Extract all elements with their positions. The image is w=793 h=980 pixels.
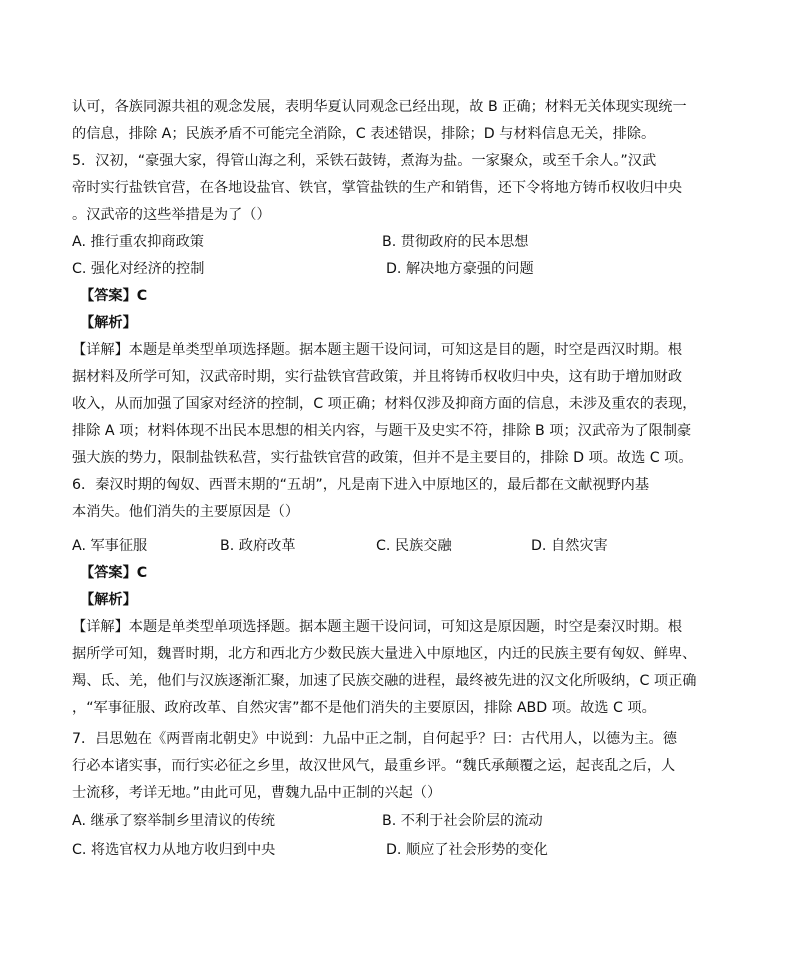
question-5-analysis-label: 【解析】 bbox=[80, 315, 137, 331]
question-5-stem: 帝时实行盐铁官营，在各地设盐官、铁官，掌管盐铁的生产和销售，还下令将地方铸币权收归中央 bbox=[72, 180, 683, 196]
question-5-stem: 。汉武帝的这些举措是为了（） bbox=[72, 207, 271, 223]
question-5-answer: 【答案】C bbox=[80, 288, 148, 304]
question-5-option-d: D. 解决地方豪强的问题 bbox=[386, 261, 534, 277]
question-5-detail: 收入，从而加强了国家对经济的控制，C 项正确；材料仅涉及抑商方面的信息，未涉及重农的表现， bbox=[72, 396, 697, 412]
question-6-detail: ，“军事征服、政府改革、自然灾害”都不是他们消失的主要原因，排除 ABD 项。故选 C 项。 bbox=[72, 700, 656, 716]
question-6-option-a: A. 军事征服 bbox=[72, 538, 148, 554]
question-5-stem: 5．汉初，“豪强大家，得管山海之利，采铁石鼓铸，煮海为盐。一家聚众，或至千余人。”汉武 bbox=[72, 153, 657, 169]
question-6-answer: 【答案】C bbox=[80, 565, 148, 581]
question-7-option-d: D. 顺应了社会形势的变化 bbox=[386, 842, 548, 858]
question-5-detail: 强大族的势力，限制盐铁私营，实行盐铁官营的政策，但并不是主要目的，排除 D 项。故选 C 项。 bbox=[72, 450, 693, 466]
question-5-option-a: A. 推行重农抑商政策 bbox=[72, 234, 204, 250]
question-6-detail: 据所学可知，魏晋时期，北方和西北方少数民族大量进入中原地区，内迁的民族主要有匈奴、鲜卑、 bbox=[72, 646, 697, 662]
question-6-stem: 6．秦汉时期的匈奴、西晋末期的“五胡”，凡是南下进入中原地区的，最后都在文献视野内基 bbox=[72, 477, 650, 493]
question-6-analysis-label: 【解析】 bbox=[80, 592, 137, 608]
question-5-detail: 据材料及所学可知，汉武帝时期，实行盐铁官营政策，并且将铸币权收归中央，这有助于增加财政 bbox=[72, 369, 683, 385]
question-6-stem: 本消失。他们消失的主要原因是（） bbox=[72, 504, 300, 520]
question-6-option-c: C. 民族交融 bbox=[376, 538, 452, 554]
question-5-detail: 【详解】本题是单类型单项选择题。据本题主题干设问词，可知这是目的题，时空是西汉时期。根 bbox=[72, 342, 683, 358]
question-5-option-b: B. 贯彻政府的民本思想 bbox=[382, 234, 529, 250]
question-6-detail: 【详解】本题是单类型单项选择题。据本题主题干设问词，可知这是原因题，时空是秦汉时期。根 bbox=[72, 619, 683, 635]
question-6-option-b: B. 政府改革 bbox=[220, 538, 296, 554]
question-5-detail: 排除 A 项；材料体现不出民本思想的相关内容，与题干及史实不符，排除 B 项；汉武帝为了限制豪 bbox=[72, 423, 692, 439]
intro-line: 认可，各族同源共祖的观念发展，表明华夏认同观念已经出现，故 B 正确；材料无关体现实现统一 bbox=[72, 99, 687, 115]
question-6-detail: 羯、氐、羌，他们与汉族逐渐汇聚，加速了民族交融的进程，最终被先进的汉文化所吸纳，C 项正确 bbox=[72, 673, 697, 689]
intro-line: 的信息，排除 A；民族矛盾不可能完全消除，C 表述错误，排除；D 与材料信息无关，排除。 bbox=[72, 126, 656, 142]
question-7-option-c: C. 将选官权力从地方收归到中央 bbox=[72, 842, 276, 858]
question-7-option-b: B. 不利于社会阶层的流动 bbox=[382, 813, 543, 829]
question-5-option-c: C. 强化对经济的控制 bbox=[72, 261, 205, 277]
question-7-stem: 7．吕思勉在《两晋南北朝史》中说到：九品中正之制，自何起乎？曰：古代用人，以德为主。德 bbox=[72, 731, 677, 747]
question-7-stem: 行必本诸实事，而行实必征之乡里，故汉世风气，最重乡评。“魏氏承颠覆之运，起丧乱之后，人 bbox=[72, 758, 676, 774]
question-7-option-a: A. 继承了察举制乡里清议的传统 bbox=[72, 813, 275, 829]
question-7-stem: 士流移，考详无地。”由此可见，曹魏九品中正制的兴起（） bbox=[72, 785, 442, 801]
question-6-option-d: D. 自然灾害 bbox=[531, 538, 608, 554]
